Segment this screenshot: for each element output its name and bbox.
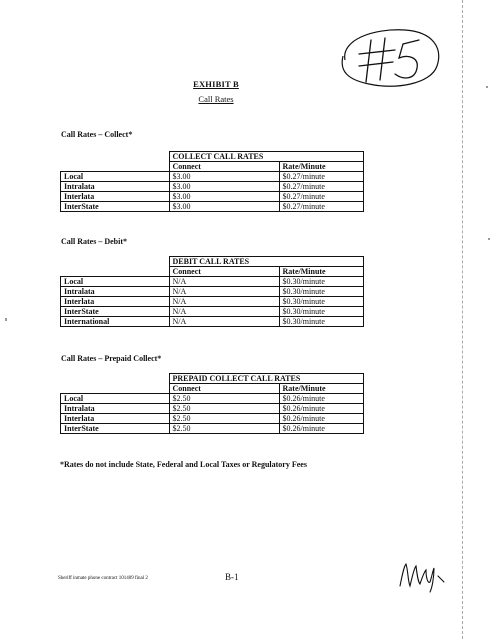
- table-row: [61, 317, 364, 327]
- connect-cell: $2.50: [169, 424, 279, 434]
- scan-speck: [486, 86, 488, 88]
- exhibit-title: EXHIBIT B: [193, 79, 239, 89]
- table-corner: [61, 384, 170, 394]
- row-label: Interlata: [61, 192, 170, 202]
- rate-cell: $0.30/minute: [279, 287, 363, 297]
- right-margin-line: [462, 0, 463, 639]
- row-label: Interlata: [61, 414, 170, 424]
- table-corner: [61, 162, 170, 172]
- connect-cell: $3.00: [169, 202, 279, 212]
- column-header-connect: Connect: [169, 384, 279, 394]
- table-title: COLLECT CALL RATES: [169, 152, 363, 162]
- table-row: [61, 277, 364, 287]
- row-label: Intralata: [61, 182, 170, 192]
- connect-cell: $2.50: [169, 394, 279, 404]
- table-row: [61, 182, 364, 192]
- connect-cell: N/A: [169, 287, 279, 297]
- column-header-rate: Rate/Minute: [279, 267, 363, 277]
- footer-document-name: Sheriff inmate phone contract 101409 final 2: [58, 576, 148, 581]
- rate-cell: $0.30/minute: [279, 317, 363, 327]
- column-header-connect: Connect: [169, 267, 279, 277]
- column-header-rate: Rate/Minute: [279, 384, 363, 394]
- row-label: InterState: [61, 202, 170, 212]
- exhibit-subtitle: Call Rates: [198, 94, 234, 104]
- rate-cell: $0.30/minute: [279, 277, 363, 287]
- rate-cell: $0.26/minute: [279, 424, 363, 434]
- rate-cell: $0.26/minute: [279, 394, 363, 404]
- rate-cell: $0.27/minute: [279, 182, 363, 192]
- collect-rates-table: [60, 151, 364, 212]
- rate-cell: $0.27/minute: [279, 172, 363, 182]
- table-corner: [61, 257, 170, 267]
- rate-cell: $0.26/minute: [279, 414, 363, 424]
- table-corner: [61, 152, 170, 162]
- table-row: [61, 424, 364, 434]
- rates-footnote: *Rates do not include State, Federal and Local Taxes or Regulatory Fees: [60, 460, 307, 469]
- row-label: InterState: [61, 424, 170, 434]
- section-label-prepaid: Call Rates – Prepaid Collect*: [61, 354, 162, 363]
- column-header-connect: Connect: [169, 162, 279, 172]
- row-label: International: [61, 317, 170, 327]
- table-title: DEBIT CALL RATES: [169, 257, 363, 267]
- table-row: [61, 414, 364, 424]
- debit-rates-table: [60, 256, 364, 327]
- scan-speck: [5, 318, 7, 321]
- row-label: InterState: [61, 307, 170, 317]
- connect-cell: $3.00: [169, 182, 279, 192]
- column-header-rate: Rate/Minute: [279, 162, 363, 172]
- prepaid-rates-table: [60, 373, 364, 434]
- connect-cell: $2.50: [169, 414, 279, 424]
- table-corner: [61, 267, 170, 277]
- rate-cell: $0.27/minute: [279, 192, 363, 202]
- table-row: [61, 172, 364, 182]
- row-label: Intralata: [61, 287, 170, 297]
- connect-cell: N/A: [169, 277, 279, 287]
- row-label: Intralata: [61, 404, 170, 414]
- table-row: [61, 192, 364, 202]
- handwritten-initials-signature: [396, 556, 448, 596]
- table-row: [61, 287, 364, 297]
- row-label: Local: [61, 277, 170, 287]
- connect-cell: $2.50: [169, 404, 279, 414]
- connect-cell: N/A: [169, 307, 279, 317]
- connect-cell: N/A: [169, 297, 279, 307]
- table-row: [61, 404, 364, 414]
- section-label-debit: Call Rates – Debit*: [61, 237, 127, 246]
- connect-cell: $3.00: [169, 192, 279, 202]
- row-label: Interlata: [61, 297, 170, 307]
- scan-speck: [488, 238, 490, 240]
- handwritten-mark-text: #5: [333, 22, 334, 23]
- table-row: [61, 394, 364, 404]
- rate-cell: $0.27/minute: [279, 202, 363, 212]
- table-title: PREPAID COLLECT CALL RATES: [169, 374, 363, 384]
- rate-cell: $0.30/minute: [279, 307, 363, 317]
- rate-cell: $0.26/minute: [279, 404, 363, 414]
- connect-cell: N/A: [169, 317, 279, 327]
- table-row: [61, 297, 364, 307]
- rate-cell: $0.30/minute: [279, 297, 363, 307]
- section-label-collect: Call Rates – Collect*: [61, 130, 133, 139]
- page-number: B-1: [225, 572, 239, 582]
- table-row: [61, 202, 364, 212]
- table-corner: [61, 374, 170, 384]
- table-row: [61, 307, 364, 317]
- row-label: Local: [61, 172, 170, 182]
- connect-cell: $3.00: [169, 172, 279, 182]
- row-label: Local: [61, 394, 170, 404]
